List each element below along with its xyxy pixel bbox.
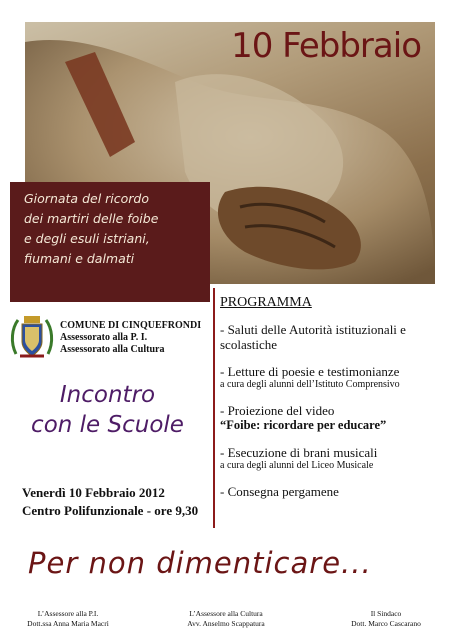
- event-place: Centro Polifunzionale - ore 9,30: [22, 503, 199, 518]
- caption-line: fiumani e dalmati: [24, 251, 135, 266]
- headline-line: con le Scuole: [31, 412, 184, 438]
- signature-name: Dott. Marco Cascarano: [351, 619, 421, 628]
- comune-name: COMUNE DI CINQUEFRONDI: [60, 320, 202, 331]
- caption-line: Giornata del ricordo: [24, 191, 149, 206]
- signature-name: Avv. Anselmo Scappatura: [187, 619, 265, 628]
- programma-item: [220, 445, 445, 472]
- commemoration-caption: [10, 182, 210, 302]
- signature-block: [326, 609, 446, 629]
- programma-item: [220, 322, 445, 352]
- divider-line: [213, 288, 215, 528]
- programma-item-text: - Esecuzione di brani musicali: [220, 445, 378, 460]
- programma-item-text: - Letture di poesie e testimonianze: [220, 364, 400, 379]
- signature-role: L’Assessore alla P.I.: [37, 609, 99, 618]
- programma-item: [220, 364, 445, 391]
- programma-item: [220, 484, 445, 499]
- programma-item-sub: “Foibe: ricordare per educare”: [220, 418, 387, 432]
- programma-section: [220, 295, 445, 511]
- programma-item-sub: a cura degli alunni dell’Istituto Comprensivo: [220, 379, 400, 390]
- event-date: Venerdì 10 Febbraio 2012: [22, 485, 165, 500]
- coat-of-arms-icon: [8, 312, 56, 364]
- comune-header: [60, 320, 201, 356]
- programma-item-text: - Proiezione del video: [220, 403, 335, 418]
- programma-title: PROGRAMMA: [220, 295, 312, 310]
- programma-item-text: - Consegna pergamene: [220, 484, 339, 499]
- event-date-title: 10 Febbraio: [231, 26, 421, 66]
- signature-role: Il Sindaco: [370, 609, 402, 618]
- headline-line: Incontro: [59, 382, 156, 408]
- signature-block: [166, 609, 286, 629]
- programma-item-text: - Saluti delle Autorità istituzionali e scolastiche: [220, 322, 406, 352]
- caption-line: dei martiri delle foibe: [24, 211, 159, 226]
- comune-office: Assessorato alla Cultura: [60, 344, 165, 355]
- caption-line: e degli esuli istriani,: [24, 231, 150, 246]
- comune-office: Assessorato alla P. I.: [60, 332, 148, 343]
- slogan: Per non dimenticare...: [28, 546, 372, 580]
- signature-block: [8, 609, 128, 629]
- signature-role: L’Assessore alla Cultura: [189, 609, 263, 618]
- headline: [20, 380, 195, 440]
- programma-item: [220, 403, 445, 433]
- signature-name: Dott.ssa Anna Maria Macrì: [27, 619, 109, 628]
- event-details: [22, 484, 198, 520]
- programma-item-sub: a cura degli alunni del Liceo Musicale: [220, 460, 374, 471]
